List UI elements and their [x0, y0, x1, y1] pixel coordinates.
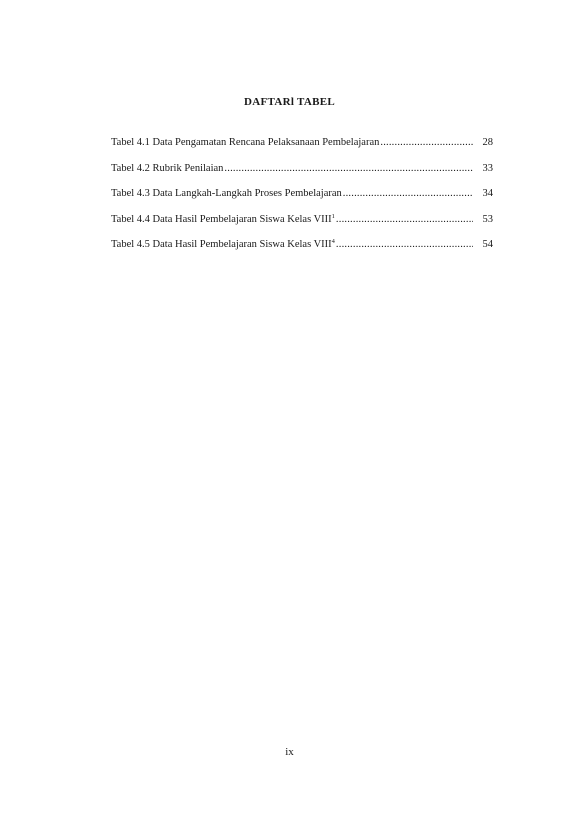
toc-entry-page: 33	[482, 162, 493, 174]
toc-entry-label: Tabel 4.4 Data Hasil Pembelajaran Siswa Kelas VIII$^1$	[111, 212, 335, 225]
page-title: DAFTARl TABEL	[244, 96, 335, 108]
toc-entry-page: 28	[482, 137, 493, 148]
toc-entry	[111, 163, 493, 189]
toc-entry-label: Tabel 4.3 Data Langkah-Langkah Proses Pembelajaran	[111, 188, 342, 199]
toc-entry-label: Tabel 4.5 Data Hasil Pembelajaran Siswa Kelas VIII$^4$	[111, 238, 335, 250]
toc-entry-label: Tabel 4.1 Data Pengamatan Rencana Pelaksanaan Pembelajaran	[111, 137, 380, 148]
toc-entry	[111, 214, 493, 240]
toc-entry-page: 53	[482, 213, 493, 225]
toc-dot-leader	[336, 214, 473, 225]
toc-entry	[111, 239, 493, 265]
toc-entry-page: 34	[482, 188, 493, 199]
toc-entry	[111, 137, 493, 163]
toc-dot-leader	[380, 137, 473, 148]
toc-dot-leader	[224, 163, 473, 174]
toc-dot-leader	[336, 239, 473, 250]
toc-dot-leader	[343, 188, 473, 199]
toc-entry-page: 54	[482, 239, 493, 250]
page-number: ix	[285, 746, 294, 758]
toc-entry	[111, 188, 493, 214]
toc-entry-label: Tabel 4.2 Rubrik Penilaian	[111, 162, 224, 174]
table-of-contents-list	[111, 137, 493, 265]
